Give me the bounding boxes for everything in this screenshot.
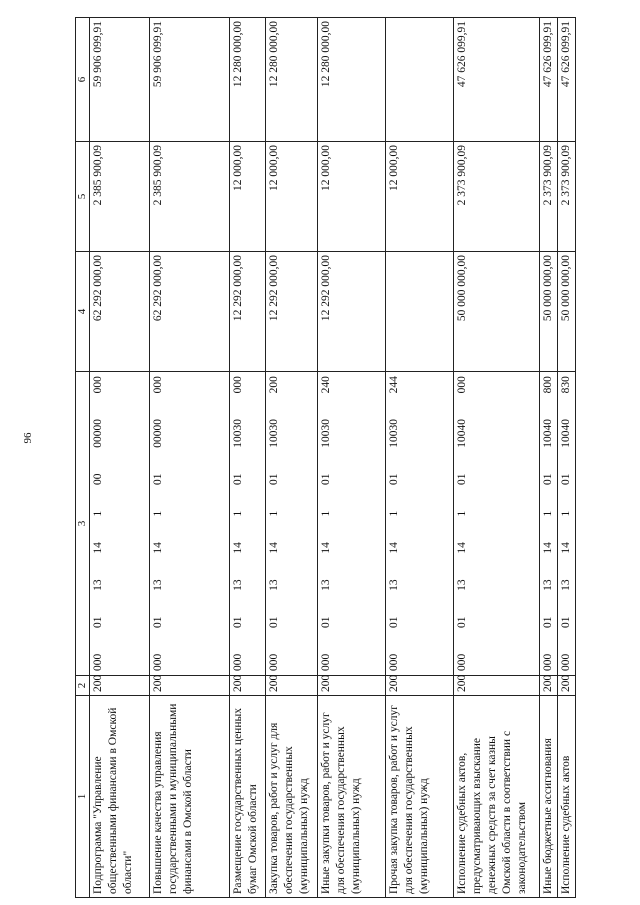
code-part: 000 (456, 376, 468, 394)
row-col5: 2 373 900,09 (558, 142, 576, 252)
header-row (76, 18, 90, 898)
row-col6: 12 280 000,00 (266, 18, 318, 142)
code-part: 1 (560, 510, 572, 517)
budget-table (75, 17, 576, 898)
code-part: 13 (92, 579, 104, 591)
code-part: 01 (388, 616, 400, 629)
code-part: 01 (92, 616, 104, 629)
code-part: 244 (388, 376, 400, 394)
code-part: 14 (388, 542, 400, 554)
row-name: Подпрограмма "Управление общественными финансами в Омской области" (90, 696, 150, 898)
row-col5: 2 373 900,09 (540, 142, 558, 252)
row-col6: 12 280 000,00 (230, 18, 266, 142)
row-col2: 200 (90, 676, 150, 696)
code-part: 01 (388, 473, 400, 485)
code-part: 13 (152, 579, 164, 591)
code-part: 000 (560, 653, 572, 671)
row-col4: 50 000 000,00 (558, 252, 576, 372)
code-part: 01 (152, 473, 164, 485)
code-part: 10030 (388, 419, 400, 448)
code-part: 000 (232, 376, 244, 394)
row-code (230, 372, 266, 676)
header-cell: 4 (76, 252, 90, 372)
row-col6: 47 626 099,91 (454, 18, 540, 142)
code-part: 10040 (456, 419, 468, 448)
code-part: 13 (542, 579, 554, 591)
code-part: 830 (560, 376, 572, 394)
row-col4: 12 292 000,00 (266, 252, 318, 372)
row-col4: 12 292 000,00 (318, 252, 386, 372)
row-col2: 200 (454, 676, 540, 696)
row-col4: 12 292 000,00 (230, 252, 266, 372)
code-part: 240 (320, 376, 332, 394)
row-col4: 62 292 000,00 (150, 252, 230, 372)
code-part: 00 (92, 473, 104, 485)
row-col2: 200 (318, 676, 386, 696)
header-cell: 1 (76, 696, 90, 898)
code-part: 1 (542, 510, 554, 517)
header-cell: 2 (76, 676, 90, 696)
row-col6: 59 906 099,91 (150, 18, 230, 142)
code-part: 01 (232, 616, 244, 629)
code-part: 1 (232, 510, 244, 517)
row-name: Закупка товаров, работ и услуг для обеспечения государственных (муниципальных) нужд (266, 696, 318, 898)
row-col5: 12 000,00 (266, 142, 318, 252)
code-part: 01 (560, 473, 572, 485)
code-part: 1 (456, 510, 468, 517)
header-cell: 3 (76, 372, 90, 676)
code-part: 000 (152, 376, 164, 394)
code-part: 10030 (320, 419, 332, 448)
row-col4 (386, 252, 454, 372)
code-part: 01 (268, 473, 280, 485)
row-col4: 50 000 000,00 (540, 252, 558, 372)
code-part: 14 (320, 542, 332, 554)
code-part: 01 (320, 616, 332, 629)
row-code (150, 372, 230, 676)
row-col4: 62 292 000,00 (90, 252, 150, 372)
code-part: 13 (232, 579, 244, 591)
code-part: 01 (320, 473, 332, 485)
code-part: 10030 (232, 419, 244, 448)
code-part: 14 (542, 542, 554, 554)
row-col6: 47 626 099,91 (558, 18, 576, 142)
table-row (266, 18, 318, 898)
code-part: 14 (560, 542, 572, 554)
code-part: 01 (560, 616, 572, 629)
code-part: 14 (232, 542, 244, 554)
code-part: 800 (542, 376, 554, 394)
row-col4: 50 000 000,00 (454, 252, 540, 372)
row-code (266, 372, 318, 676)
code-part: 01 (542, 616, 554, 629)
code-part: 14 (456, 542, 468, 554)
code-part: 13 (320, 579, 332, 591)
code-part: 13 (560, 579, 572, 591)
table-row (386, 18, 454, 898)
code-part: 13 (456, 579, 468, 591)
row-col5: 2 385 900,09 (90, 142, 150, 252)
code-part: 10040 (542, 419, 554, 448)
row-col2: 200 (386, 676, 454, 696)
table-row (150, 18, 230, 898)
code-part: 000 (320, 653, 332, 671)
table-row (90, 18, 150, 898)
code-part: 000 (268, 653, 280, 671)
row-col2: 200 (558, 676, 576, 696)
code-part: 000 (232, 653, 244, 671)
code-part: 000 (92, 376, 104, 394)
code-part: 1 (92, 510, 104, 517)
row-name: Иные бюджетные ассигнования (540, 696, 558, 898)
row-code (540, 372, 558, 676)
row-col5: 12 000,00 (230, 142, 266, 252)
code-part: 01 (268, 616, 280, 629)
code-part: 10030 (268, 419, 280, 448)
code-part: 14 (92, 542, 104, 554)
row-name: Прочая закупка товаров, работ и услуг для обеспечения государственных (муниципальных) нужд (386, 696, 454, 898)
code-part: 13 (388, 579, 400, 591)
code-part: 000 (388, 653, 400, 671)
table-row (558, 18, 576, 898)
page-number: 96 (22, 432, 34, 444)
table-row (230, 18, 266, 898)
code-part: 1 (320, 510, 332, 517)
row-col6: 12 280 000,00 (318, 18, 386, 142)
table-row (454, 18, 540, 898)
code-part: 14 (152, 542, 164, 554)
row-col2: 200 (266, 676, 318, 696)
code-part: 01 (232, 473, 244, 485)
row-col5: 2 373 900,09 (454, 142, 540, 252)
code-part: 14 (268, 542, 280, 554)
code-part: 01 (152, 616, 164, 629)
row-col5: 12 000,00 (318, 142, 386, 252)
code-part: 01 (456, 473, 468, 485)
code-part: 01 (542, 473, 554, 485)
code-part: 10040 (560, 419, 572, 448)
code-part: 00000 (92, 419, 104, 448)
row-name: Размещение государственных ценных бумаг Омской области (230, 696, 266, 898)
code-part: 000 (542, 653, 554, 671)
table-row (318, 18, 386, 898)
row-col2: 200 (230, 676, 266, 696)
row-code (90, 372, 150, 676)
code-part: 1 (152, 510, 164, 517)
row-code (318, 372, 386, 676)
code-part: 000 (152, 653, 164, 671)
header-cell: 6 (76, 18, 90, 142)
row-col6: 47 626 099,91 (540, 18, 558, 142)
row-col5: 2 385 900,09 (150, 142, 230, 252)
row-name: Исполнение судебных актов (558, 696, 576, 898)
row-code (558, 372, 576, 676)
row-col5: 12 000,00 (386, 142, 454, 252)
row-name: Исполнение судебных актов, предусматривающих взыскание денежных средств за счет казны Омской области в соответствии с законодательством (454, 696, 540, 898)
row-col6: 59 906 099,91 (90, 18, 150, 142)
code-part: 200 (268, 376, 280, 394)
row-name: Повышение качества управления государственными и муниципальными финансами в Омской области (150, 696, 230, 898)
code-part: 1 (268, 510, 280, 517)
code-part: 000 (456, 653, 468, 671)
row-col2: 200 (540, 676, 558, 696)
code-part: 00000 (152, 419, 164, 448)
code-part: 1 (388, 510, 400, 517)
row-col6 (386, 18, 454, 142)
row-col2: 200 (150, 676, 230, 696)
row-code (454, 372, 540, 676)
code-part: 13 (268, 579, 280, 591)
code-part: 01 (456, 616, 468, 629)
header-cell: 5 (76, 142, 90, 252)
row-name: Иные закупки товаров, работ и услуг для обеспечения государственных (муниципальных) нужд (318, 696, 386, 898)
table-row (540, 18, 558, 898)
row-code (386, 372, 454, 676)
code-part: 000 (92, 653, 104, 671)
